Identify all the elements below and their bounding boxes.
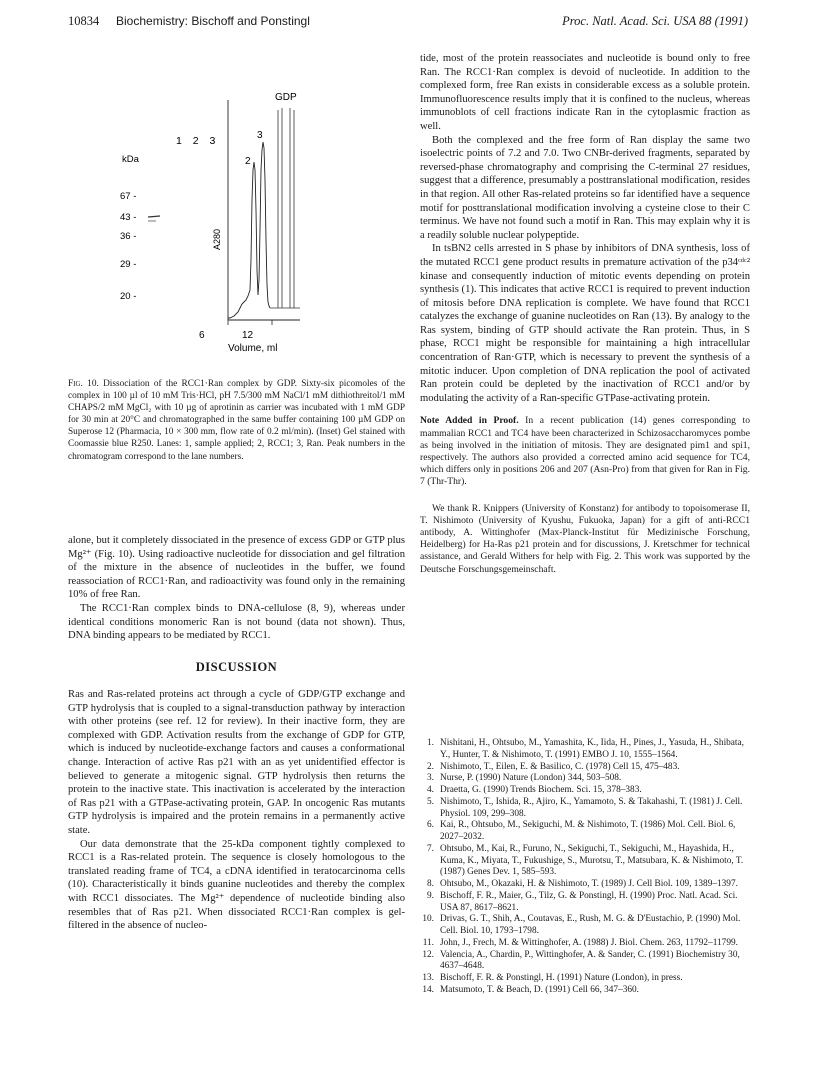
reference-text: Nishimoto, T., Eilen, E. & Basilico, C. (1978) Cell 15, 475–483. (440, 761, 680, 772)
reference-number: 6. (427, 820, 434, 831)
reference-item (420, 985, 750, 997)
reference-text: Nishitani, H., Ohtsubo, M., Yamashita, K., Iida, H., Pines, J., Yasuda, H., Shibata, Y., Hunter, T. & Nishimoto, T. (1991) EMBO J. 10, 1555–1564. (440, 738, 744, 760)
reference-item (420, 973, 750, 985)
journal-citation: Proc. Natl. Acad. Sci. USA 88 (1991) (562, 14, 748, 28)
reference-number: 10. (422, 914, 434, 925)
reference-number: 13. (422, 973, 434, 983)
x-tick-12: 12 (242, 330, 254, 341)
running-title: Biochemistry: Bischoff and Ponstingl (116, 14, 310, 28)
reference-number: 3. (427, 773, 434, 784)
reference-text: Bischoff, F. R., Maier, G., Tilz, G. & Ponstingl, H. (1990) Proc. Natl. Acad. Sci. USA 87, 8617–8621. (440, 890, 738, 913)
left-column-lower (68, 688, 405, 933)
peak-label-3: 3 (257, 130, 263, 141)
paragraph: Our data demonstrate that the 25-kDa component tightly complexed to RCC1 is a Ras-related protein. The sequence is closely homologous to the translated reading frame of TC4, a cDNA identified in teratocarcinoma cells (10). Characteristically it binds guanine nucleotides and thereby the complex with RCC1 dissociates. The Mg²⁺ dependence of nucleotide binding also resembles that of Ras p21. When dissociated RCC1·Ran complex is gel-filtered in the absence of nucleo- (68, 838, 405, 932)
reference-text: Drivas, G. T., Shih, A., Coutavas, E., Rush, M. G. & D'Eustachio, P. (1990) Mol. Cell. Biol. 10, 1793–1798. (440, 914, 741, 936)
reference-text: Nishimoto, T., Ishida, R., Ajiro, K., Yamamoto, S. & Takahashi, T. (1981) J. Cell. Physiol. 109, 299–308. (440, 796, 743, 819)
reference-number: 12. (422, 949, 434, 960)
reference-number: 14. (422, 984, 434, 995)
discussion-heading: DISCUSSION (195, 660, 278, 674)
reference-text: Ohtsubo, M., Okazaki, H. & Nishimoto, T. (1989) J. Cell Biol. 109, 1389–1397. (440, 879, 738, 889)
reference-text: Ohtsubo, M., Kai, R., Furuno, N., Sekiguchi, T., Sekiguchi, M., Hayashida, H., Kuma, K., Miyata, T., Fukushige, S., Murotsu, T., Matsubara, K. & Nishimoto, T. (1987) Genes Dev. 1, 585–593. (440, 843, 744, 878)
paragraph: alone, but it completely dissociated in the presence of excess GDP or GTP plus Mg²⁺ (Fig. 10). Using radioactive nucleotide for dissociation and gel filtration of the mixture in the absence of nucleotides in the buffer, we found reassociation of RCC1·Ran, and radioactivity was found only in the remaining 10% of free Ran. (68, 535, 405, 601)
reference-number: 2. (427, 761, 434, 772)
reference-text: Valencia, A., Chardin, P., Wittinghofer, A. & Sander, C. (1991) Biochemistry 30, 4637–4648. (440, 949, 740, 972)
reference-number: 7. (427, 843, 434, 854)
x-tick-6: 6 (199, 330, 205, 341)
left-column-upper (68, 534, 405, 643)
reference-number: 8. (427, 879, 434, 889)
caption-text: Dissociation of the RCC1·Ran complex by GDP. Sixty-six picomoles of the complex in 100 µl of 10 mM Tris·HCl, pH 7.5/300 mM NaCl/1 mM dithiothreitol/1 mM CHAPS/2 mM MgCl₂ with 10 µg of aprotinin as carrier was incubated with 1 mM GDP for 30 min at 20°C and chromatographed in the same buffer containing 100 µM GDP on Superose 12 (Pharmacia, 10 × 300 mm, flow rate of 0.2 ml/min). (Inset) Gel stained with Coomassie blue R250. Lanes: 1, sample applied; 2, RCC1; 3, Ran. Peak numbers in the chromatogram correspond to the lane numbers. (68, 379, 405, 462)
marker-20: 20 - (120, 291, 137, 302)
reference-item (420, 762, 750, 774)
reference-item (420, 785, 750, 797)
peak-label-gdp: GDP (275, 92, 297, 103)
reference-number: 4. (427, 785, 434, 795)
peak-label-2: 2 (245, 156, 251, 167)
reference-text: Matsumoto, T. & Beach, D. (1991) Cell 66, 347–360. (440, 984, 640, 995)
reference-number: 5. (427, 796, 434, 807)
note-added-in-proof (420, 415, 750, 488)
running-header (68, 14, 748, 32)
reference-item (420, 797, 750, 821)
paragraph: In tsBN2 cells arrested in S phase by inhibitors of DNA synthesis, loss of the mutated RCC1 gene product results in premature activation of the p34ᶜᵈᶜ² kinase and consequently induction of mitotic events depending on protein synthesis (1). This indicates that active RCC1 is required to prevent induction of mitosis before DNA replication is complete. We have found that RCC1 catalyzes the exchange of guanine nucleotides on Ran (13). By analogy to the Ras system, binding of GTP should activate the Ran protein. Thus, in S phase, RCC1 might be responsible for maintaining a high intracellular concentration of Ran·GTP, which is necessary to prevent the synthesis of a mitotic inducer. Upon completion of DNA replication the pool of activated Ran protein could be depleted by the inactivation of RCC1 and/or by modulating the activity of a Ran-specific GTPase-activating protein. (420, 243, 750, 404)
reference-number: 11. (422, 937, 434, 948)
reference-item (420, 950, 750, 974)
page-number: 10834 (68, 14, 100, 28)
figure-10-caption (68, 378, 405, 463)
note-label: Note Added in Proof. (420, 415, 519, 427)
reference-item (420, 891, 750, 915)
reference-text: Bischoff, F. R. & Ponstingl, H. (1991) Nature (London), in press. (440, 973, 683, 983)
paragraph: tide, most of the protein reassociates and nucleotide is bound only to free Ran. The RCC1·Ran complex is devoid of nucleotide. In addition to the complexed form, free Ran exists in considerable excess as a soluble protein. Immunofluorescence results imply that it is confined to the nucleus, whereas immunoblots of cell fractions indicate Ran in the cytoplasmic fraction as well. (420, 53, 750, 132)
reference-number: 9. (427, 890, 434, 901)
acknowledgments: We thank R. Knippers (University of Konstanz) for antibody to topoisomerase II, T. Nishimoto (University of Kyushu, Fukuoka, Japan) for a gift of anti-RCC1 antibody, A. Wittinghofer (Max-Planck-Institut für Medizinische Forschung, Heidelberg) for Ha-Ras p21 protein and for discussions, J. Kretschmer for technical assistance, and Gerald Withers for help with Fig. 2. This work was supported by the Deutsche Forschungsgemeinschaft. (420, 502, 750, 575)
right-column (420, 52, 750, 576)
reference-item (420, 738, 750, 762)
reference-item (420, 844, 750, 879)
reference-number: 1. (427, 738, 434, 748)
chromatogram-trace (228, 142, 270, 318)
gel-lane-numbers: 1 2 3 (176, 135, 220, 147)
paragraph: The RCC1·Ran complex binds to DNA-cellulose (8, 9), whereas under identical conditions monomeric Ran is not bound (data not shown). Thus, DNA binding appears to be mediated by RCC1. (68, 602, 405, 642)
reference-text: Kai, R., Ohtsubo, M., Sekiguchi, M. & Nishimoto, T. (1986) Mol. Cell. Biol. 6, 2027–2032. (440, 820, 736, 842)
reference-item (420, 914, 750, 938)
reference-item (420, 773, 750, 785)
reference-item (420, 820, 750, 844)
reference-text: Draetta, G. (1990) Trends Biochem. Sci. 15, 378–383. (440, 785, 642, 795)
y-axis-label: A280 (212, 228, 222, 250)
reference-text: Nurse, P. (1990) Nature (London) 344, 503–508. (440, 773, 622, 784)
reference-item (420, 879, 750, 891)
paragraph: Ras and Ras-related proteins act through a cycle of GDP/GTP exchange and GTP hydrolysis that is coupled to a signal-transduction pathway by interaction with other proteins (see ref. 12 for review). In their inactive form, they are complexed with GDP. Activation results from the exchange of GDP for GTP, which is induced by nucleotide-exchange factors and causes a conformational change. Interaction of active Ras p21 with an as yet unidentified effector is believed to generate a mitogenic signal. GTP hydrolysis then returns the protein to the inactive state. This inactivation is accelerated by the interaction of Ras p21 with a GTPase-activating protein, GAP. In oncogenic Ras mutants GTP hydrolysis is impaired and the protein remains in a permanently active state. (68, 689, 405, 836)
reference-list (420, 738, 750, 997)
marker-29: 29 - (120, 259, 137, 270)
figure-label: Fig. 10. (68, 379, 99, 389)
x-axis-label: Volume, ml (228, 343, 278, 354)
reference-text: John, J., Frech, M. & Wittinghofer, A. (1988) J. Biol. Chem. 263, 11792–11799. (440, 937, 738, 948)
paragraph: Both the complexed and the free form of Ran display the same two isoelectric points of 7.2 and 7.0. Two CNBr-derived fragments, separated by reversed-phase chromatography and comprising the C-terminal 27 residues, suggest that a difference, presumably a posttranslational modification, resides in that region. All other Ras-related proteins so far identified have a sequence motif for posttranslational modification involving a cysteine close to their C terminus. We have not found such a motif in Ran. This may explain why it is a readily soluble nuclear polypeptide. (420, 134, 750, 241)
marker-43: 43 - (120, 212, 137, 223)
figure-10-chromatogram (68, 80, 405, 380)
marker-67: 67 - (120, 191, 137, 202)
kda-label: kDa (122, 154, 139, 165)
note-text: In a recent publication (14) genes corresponding to mammalian RCC1 and TC4 have been characterized in Schizosaccharomyces pombe as being involved in the initiation of mitosis. They are designated pim1 and spi1, respectively. The authors also provided a corrected amino acid sequence for TC4, which differs only in positions 206 and 207 (Asn-Pro) from that given for Ran in Fig. 7 (Thr-Thr). (420, 415, 750, 488)
marker-36: 36 - (120, 231, 137, 242)
reference-item (420, 938, 750, 950)
